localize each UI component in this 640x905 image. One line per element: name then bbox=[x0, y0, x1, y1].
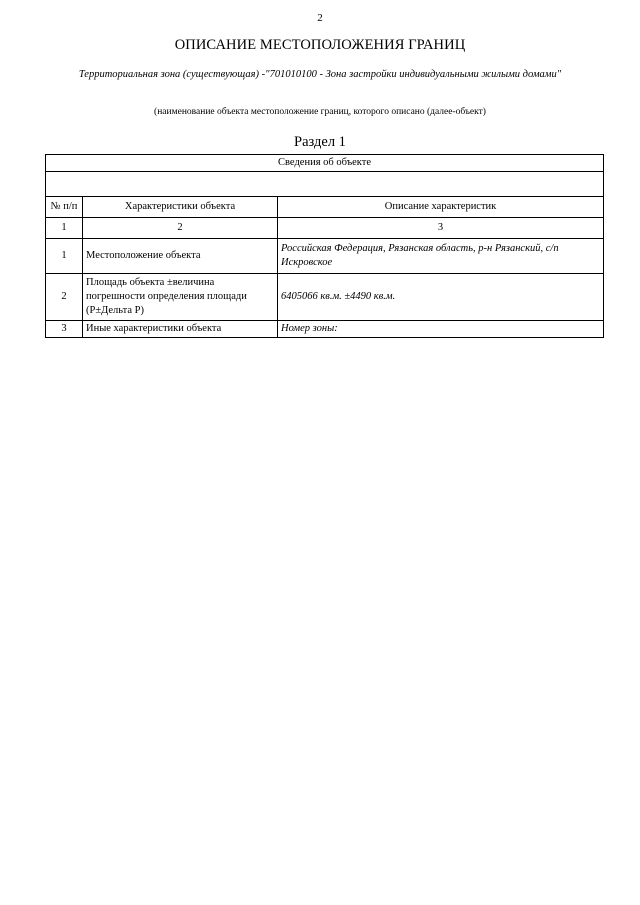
table-header-row bbox=[46, 197, 604, 218]
row-description: Российская Федерация, Рязанская область, р-н Рязанский, с/п Искровское bbox=[278, 239, 604, 274]
section-title: Раздел 1 bbox=[294, 134, 346, 150]
row-number: 2 bbox=[46, 274, 83, 321]
object-info-table bbox=[45, 154, 604, 338]
table-title: Сведения об объекте bbox=[46, 155, 604, 172]
row-description: 6405066 кв.м. ±4490 кв.м. bbox=[278, 274, 604, 321]
table-empty-row bbox=[46, 172, 604, 197]
row-number: 3 bbox=[46, 321, 83, 338]
row-characteristic: Местоположение объекта bbox=[83, 239, 278, 274]
column-number-2: 2 bbox=[83, 218, 278, 239]
header-number: № п/п bbox=[46, 197, 83, 218]
header-characteristic: Характеристики объекта bbox=[83, 197, 278, 218]
row-number: 1 bbox=[46, 239, 83, 274]
column-number-3: 3 bbox=[278, 218, 604, 239]
page-number: 2 bbox=[317, 12, 323, 24]
table-row bbox=[46, 274, 604, 321]
table-column-numbers-row bbox=[46, 218, 604, 239]
table-row bbox=[46, 239, 604, 274]
document-title: ОПИСАНИЕ МЕСТОПОЛОЖЕНИЯ ГРАНИЦ bbox=[174, 37, 466, 53]
column-number-1: 1 bbox=[46, 218, 83, 239]
row-characteristic: Иные характеристики объекта bbox=[83, 321, 278, 338]
row-characteristic: Площадь объекта ±величина погрешности определения площади (P±Дельта P) bbox=[83, 274, 278, 321]
object-name-caption: (наименование объекта местоположение границ, которого описано (далее-объект) bbox=[154, 107, 486, 117]
table-row bbox=[46, 321, 604, 338]
header-description: Описание характеристик bbox=[278, 197, 604, 218]
object-name: Территориальная зона (существующая) -"701010100 - Зона застройки индивидуальными жилыми домами" bbox=[78, 69, 562, 80]
row-description: Номер зоны: bbox=[278, 321, 604, 338]
